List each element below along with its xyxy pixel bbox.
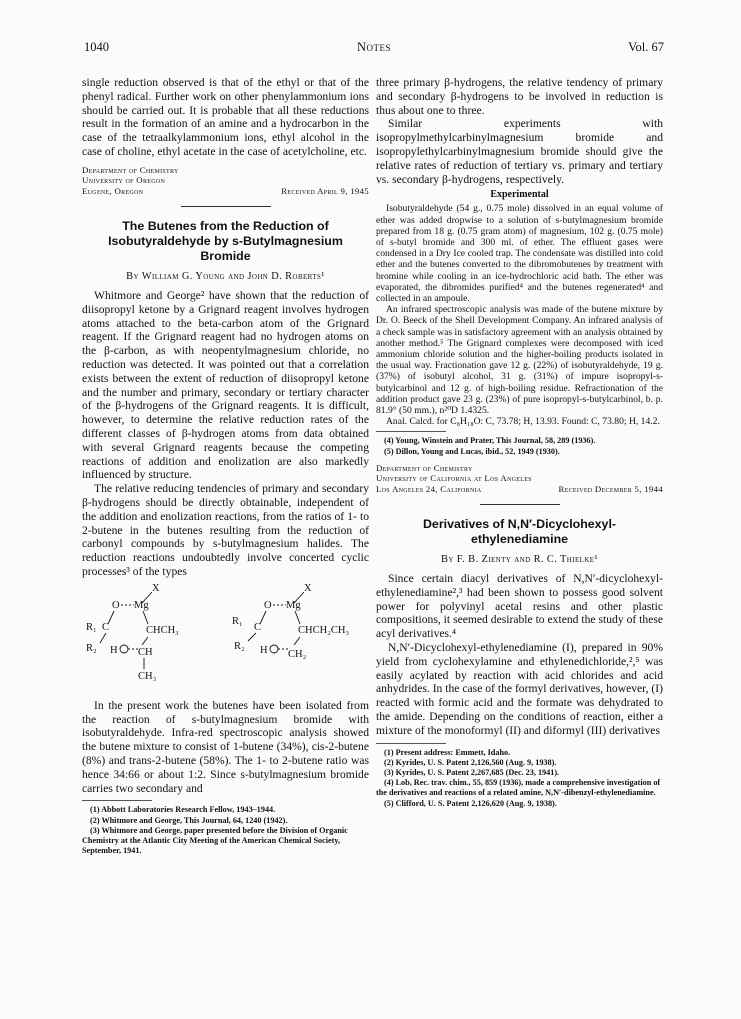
analysis-line: Anal. Calcd. for C₈H₁₈O: C, 73.78; H, 13.93. Found: C, 73.80; H, 14.2. [386, 416, 660, 428]
footnote: (2) Whitmore and George, This Journal, 64, 1240 (1942). [90, 815, 288, 825]
paragraph: In the present work the butenes have been isolated from the reaction of s-butylmagnesium bromide with isobutyraldehyde. Infra-red spectroscopic analysis showed the butene mixture to consist of 1-butene (34%), cis-2-butene (8%) and trans-2-butene (58%). The 1- to 2-butene ratio was hence 34:66 or about 1:2. Since s-butylmagnesium bromide carries two secondary and [82, 698, 369, 795]
received-date: Received April 9, 1945 [281, 185, 369, 196]
page-number: 1040 [84, 40, 109, 54]
scheme-b-r1: R₁ [232, 615, 243, 627]
scheme-a-magnesium: Mg [134, 599, 149, 611]
affiliation-department: Department of Chemistry [82, 164, 179, 175]
footnote: (5) Clifford, U. S. Patent 2,126,620 (Aug. 9, 1938). [384, 798, 557, 808]
paragraph: Whitmore and George² have shown that the reduction of diisopropyl ketone by a Grignard reagent involves hydrogen atoms attached to the beta-carbon atom of the Grignard reagent. If the Grignard reagent had no hydrogen atoms on the β-carbon, as with neopentylmagnesium chloride, no reduction was detected. It was pointed out that a correlation exists between the extent of reduction of diisopropyl ketone and the number and primary, secondary or tertiary character of the β-hydrogens of the Grignard reagents. It is difficult, however, to determine the relative reduction rates of the different classes of β-hydrogen atoms from data obtained with several Grignard reagents because the competing reactions of addition and enolization are also markedly influenced by structure. [82, 289, 369, 482]
footnotes-right [376, 436, 663, 456]
scheme-a-x: X [152, 582, 160, 594]
article-title: The Butenes from the Reduction of Isobutyraldehyde by s-Butylmagnesium Bromide [108, 219, 343, 263]
footnote: (1) Abbott Laboratories Research Fellow, 1943–1944. [90, 805, 276, 815]
footnote: (3) Kyrides, U. S. Patent 2,267,685 (Dec. 23, 1941). [384, 768, 560, 778]
footnote: (3) Whitmore and George, paper presented before the Division of Organic Chemistry at the Atlantic City Meeting of the American Chemical Society, September, 1941. [82, 825, 348, 856]
reaction-scheme [82, 581, 369, 703]
experimental-paragraph: Isobutyraldehyde (54 g., 0.75 mole) dissolved in an equal volume of ether was added dropwise to a solution of s-butylmagnesium bromide prepared from 18 g. (0.75 gram atom) of magnesium, 102 g. (0.75 mole) of s-butyl bromide and 300 ml. of ether. The effluent gases were condensed in a Dry Ice cooled trap. The condensate was distilled into cold ether and the butenes converted to the dibromobutenes by treatment with bromine while cooling in an ice-hydrochloric acid bath. The ether was evaporated, the dibromides purified⁴ and the butenes regenerated⁴ and collected in an ampoule. [376, 203, 663, 304]
affiliation-block [376, 463, 663, 494]
footnote: (4) Lob, Rec. trav. chim., 55, 859 (1936), made a comprehensive investigation of the derivatives and reactions of a related amine, N,N′-dibenzyl-ethylenediamine. [376, 778, 661, 798]
scheme-a-r2: R₂ [86, 642, 97, 654]
footnote-divider [376, 431, 446, 432]
footnote: (5) Dillon, Young and Lucas, ibid., 52, 1949 (1930). [384, 446, 560, 456]
experimental-heading: Experimental [490, 189, 549, 201]
scheme-b-carbon: C [254, 621, 262, 633]
article-authors: By F. B. Zienty and R. C. Thielke¹ [441, 554, 598, 566]
paragraph: N,N′-Dicyclohexyl-ethylenediamine (I), prepared in 90% yield from cyclohexylamine and ethylenedichloride,²,⁵ was easily acylated by reaction with acid chlorides and acid anhydrides. In the case of the formyl derivatives, however, (I) reacted with formic acid and the formate was dehydrated to the amide. Depending on the conditions of reaction, either a mixture of the monoformyl (II) and diformyl (III) derivatives [376, 641, 663, 737]
footnote: (1) Present address: Emmett, Idaho. [384, 747, 511, 757]
footnotes-right-2 [376, 748, 663, 809]
scheme-b-ch2: CH₂ [288, 648, 307, 660]
scheme-a-oxygen: O [112, 599, 120, 611]
scheme-b-chch2ch3: CHCH₂CH₃ [298, 624, 350, 636]
intro-paragraph: single reduction observed is that of the ethyl or that of the phenyl radical. Further work on other phenylammonium ions should be carried out. It is probable that all these reductions result in the formation of an amine and a hydrocarbon in the case of the tetraalkylammonium ions, ethyl alcohol in the case of choline, ethyl acetate in the case of acetylcholine, etc. [82, 76, 369, 158]
received-date: Received December 5, 1944 [558, 483, 663, 494]
experimental-paragraph: An infrared spectroscopic analysis was made of the butene mixture by Dr. O. Beeck of the Shell Development Company. An infrared analysis of a check sample was in satisfactory agreement with an analysis obtained by another method.⁵ The Grignard complexes were decomposed with iced ammonium chloride solution and the higher-boiling products isolated in the usual way. Fractionation gave 12 g. (22%) of isobutyraldehyde, 19 g. (37%) of isobutyl alcohol, 31 g. (31%) of impure isopropyl-s-butylcarbinol and 12 g. of high-boiling residue. Refractionation of the addition product gave 23 g. (23%) of pure isopropyl-s-butylcarbinol, b. p. 81.9° (50 mm.), n²⁰D 1.4325. [376, 304, 663, 417]
left-column [82, 76, 369, 856]
paragraph: Since certain diacyl derivatives of N,N′-dicyclohexyl-ethylenediamine²,³ had been shown to possess good solvent power for polyvinyl acetal resins and other plastic compositions, it seemed desirable to extend the study of these acyl derivatives.⁴ [376, 572, 663, 641]
affiliation-university: University of Oregon [82, 175, 166, 186]
scheme-a-carbon: C [102, 621, 110, 633]
footnote-divider [82, 800, 152, 801]
scheme-a-hydrogen: H [110, 644, 118, 656]
volume-label: Vol. 67 [628, 40, 664, 54]
section-divider [480, 504, 560, 505]
scheme-b-x: X [304, 582, 312, 594]
paragraph: three primary β-hydrogens, the relative tendency of primary and secondary β-hydrogens to be involved in reduction is thus about one to three. [376, 76, 663, 117]
scheme-b-hydrogen: H [260, 644, 268, 656]
affiliation-city: Eugene, Oregon [82, 185, 144, 196]
footnote: (2) Kyrides, U. S. Patent 2,126,560 (Aug. 9, 1938). [384, 757, 557, 767]
affiliation-department: Department of Chemistry [376, 462, 473, 473]
section-divider [181, 206, 271, 207]
article-authors: By William G. Young and John D. Roberts¹ [126, 271, 325, 282]
scheme-a-ch3: CH₃ [138, 670, 157, 682]
scheme-a-r1: R₁ [86, 621, 97, 633]
running-section-title: Notes [356, 40, 392, 54]
scheme-b-oxygen: O [264, 599, 272, 611]
right-column [376, 76, 663, 809]
paragraph: Similar experiments with isopropylmethylcarbinylmagnesium bromide and isopropylethylcarbinylmagnesium bromide should give the relative rates of reduction of tertiary vs. primary and tertiary vs. secondary β-hydrogens, respectively. [376, 117, 663, 186]
page-header [84, 40, 664, 56]
scheme-b-magnesium: Mg [286, 599, 301, 611]
article-title: Derivatives of N,N′-Dicyclohexyl-ethylenediamine [422, 517, 617, 547]
footnote: (4) Young, Winstein and Prater, This Journal, 58, 289 (1936). [384, 436, 596, 446]
paragraph: The relative reducing tendencies of primary and secondary β-hydrogens should be directly obtainable, independent of the addition and enolization reactions, from the ratios of 1- to 2-butene in the butenes resulting from the reduction of carbonyl compounds by s-butylmagnesium halides. The reduction reactions undoubtedly involve concerted cyclic processes³ of the types [82, 482, 369, 578]
affiliation-city: Los Angeles 24, California [376, 483, 482, 494]
scheme-a-ch: CH [138, 646, 153, 658]
footnotes-left [82, 805, 369, 856]
affiliation-block [82, 165, 369, 196]
footnote-divider [376, 743, 446, 744]
affiliation-university: University of California at Los Angeles [376, 473, 532, 484]
scheme-b-r2: R₂ [234, 640, 245, 652]
scheme-a-chch3: CHCH₃ [146, 624, 179, 636]
